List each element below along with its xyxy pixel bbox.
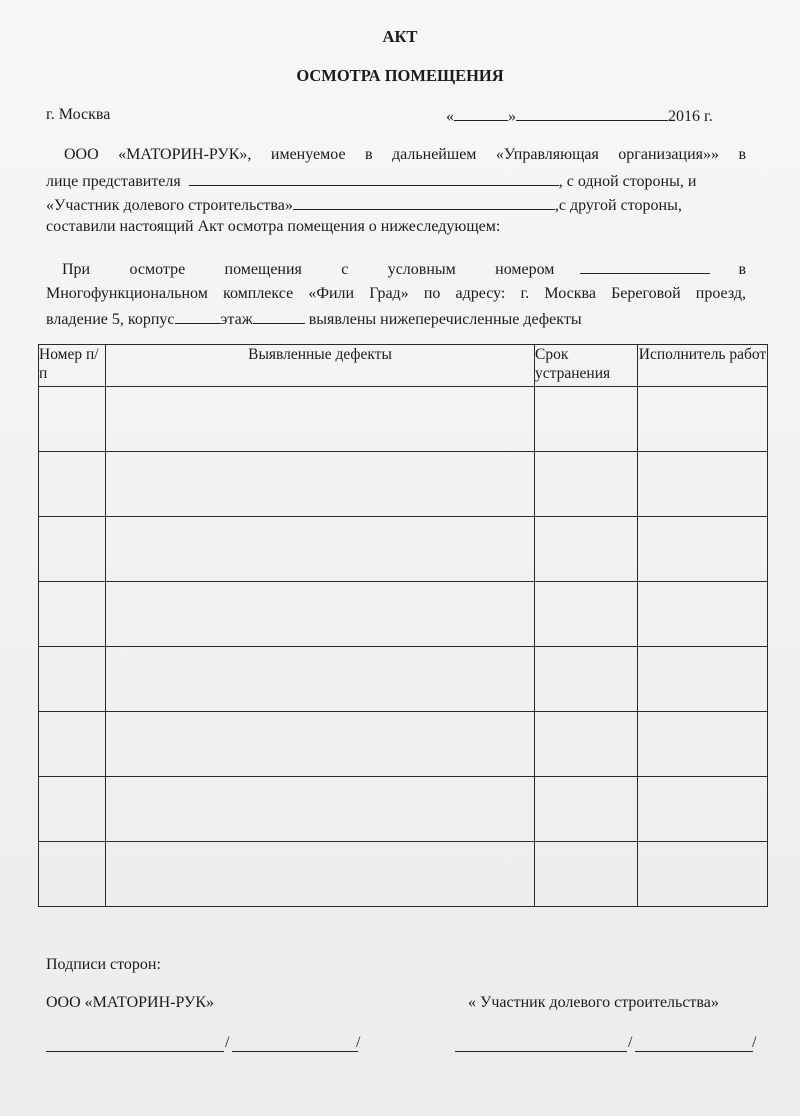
city: г. Москва [46, 106, 111, 123]
cell-deadline[interactable] [535, 452, 638, 517]
representative-suffix: , с одной стороны, и [558, 173, 697, 190]
cell-number[interactable] [39, 387, 106, 452]
cell-number[interactable] [39, 712, 106, 777]
cell-deadline[interactable] [535, 712, 638, 777]
date-year: 2016 г. [668, 108, 713, 125]
cell-deadline[interactable] [535, 647, 638, 712]
representative-label: лице представителя [46, 173, 181, 190]
cell-defect[interactable] [106, 712, 535, 777]
cell-executor[interactable] [638, 647, 768, 712]
cell-deadline[interactable] [535, 842, 638, 907]
participant-suffix: ,с другой стороны, [554, 197, 682, 214]
right-signature-slash-1: / [628, 1034, 633, 1051]
unit-number-blank[interactable] [580, 259, 710, 274]
cell-number[interactable] [39, 647, 106, 712]
defects-table-body [39, 387, 768, 907]
header-number: Номер п/п [39, 345, 106, 387]
cell-executor[interactable] [638, 712, 768, 777]
cell-executor[interactable] [638, 517, 768, 582]
inspection-line-2: Многофункциональном комплексе «Фили Град» по адресу: г. Москва Береговой проезд, [46, 285, 746, 302]
date-open-quote: « [446, 108, 454, 125]
table-row [39, 582, 768, 647]
floor-label: этаж [220, 311, 253, 328]
table-row [39, 517, 768, 582]
right-party-label: « Участник долевого строительства» [468, 994, 719, 1011]
cell-defect[interactable] [106, 387, 535, 452]
table-row [39, 647, 768, 712]
inspection-prefix: При осмотре помещения с условным номером [62, 261, 555, 278]
right-signature-slash-2: / [752, 1034, 757, 1051]
inspection-suffix: в [738, 261, 746, 278]
signatures-heading: Подписи сторон: [46, 956, 161, 973]
left-signature-line[interactable] [46, 1051, 224, 1052]
cell-number[interactable] [39, 777, 106, 842]
cell-executor[interactable] [638, 777, 768, 842]
header-defects: Выявленные дефекты [106, 345, 535, 387]
header-deadline: Срок устранения [535, 345, 638, 387]
defects-intro: выявлены нижеперечисленные дефекты [308, 311, 582, 328]
cell-executor[interactable] [638, 387, 768, 452]
table-row [39, 777, 768, 842]
intro-line-1: ООО «МАТОРИН-РУК», именуемое в дальнейшем «Управляющая организация»» в [64, 146, 746, 163]
table-row [39, 842, 768, 907]
cell-defect[interactable] [106, 517, 535, 582]
cell-executor[interactable] [638, 452, 768, 517]
participant-label: «Участник долевого строительства» [46, 197, 293, 214]
intro-line-2 [46, 171, 696, 191]
representative-blank[interactable] [189, 171, 559, 186]
day-blank[interactable] [454, 106, 508, 121]
cell-number[interactable] [39, 842, 106, 907]
left-name-line[interactable] [232, 1051, 358, 1052]
cell-deadline[interactable] [535, 777, 638, 842]
date-close-quote: » [508, 108, 516, 125]
defects-table [38, 344, 768, 907]
cell-defect[interactable] [106, 777, 535, 842]
floor-blank[interactable] [253, 309, 305, 324]
document-subtitle: ОСМОТРА ПОМЕЩЕНИЯ [296, 66, 504, 85]
month-blank[interactable] [516, 106, 668, 121]
table-row [39, 712, 768, 777]
document-title: АКТ [382, 27, 418, 46]
cell-defect[interactable] [106, 842, 535, 907]
cell-defect[interactable] [106, 452, 535, 517]
intro-line-3 [46, 195, 682, 215]
cell-number[interactable] [39, 452, 106, 517]
table-row [39, 387, 768, 452]
cell-deadline[interactable] [535, 517, 638, 582]
right-signature-line[interactable] [455, 1051, 627, 1052]
cell-deadline[interactable] [535, 387, 638, 452]
cell-defect[interactable] [106, 647, 535, 712]
left-signature-slash-2: / [356, 1034, 361, 1051]
cell-number[interactable] [39, 517, 106, 582]
cell-executor[interactable] [638, 842, 768, 907]
inspection-line-3 [46, 309, 582, 329]
table-header-row [39, 345, 768, 387]
cell-deadline[interactable] [535, 582, 638, 647]
left-signature-slash-1: / [225, 1034, 230, 1051]
cell-number[interactable] [39, 582, 106, 647]
building-blank[interactable] [175, 309, 221, 324]
cell-executor[interactable] [638, 582, 768, 647]
right-name-line[interactable] [635, 1051, 753, 1052]
building-label: владение 5, корпус [46, 311, 175, 328]
participant-blank[interactable] [293, 195, 555, 210]
left-party-label: ООО «МАТОРИН-РУК» [46, 994, 214, 1011]
intro-line-4: составили настоящий Акт осмотра помещения о нижеследующем: [46, 218, 501, 235]
cell-defect[interactable] [106, 582, 535, 647]
date-field [446, 106, 713, 126]
header-executor: Исполнитель работ [638, 345, 768, 387]
inspection-line-1 [46, 259, 746, 279]
table-row [39, 452, 768, 517]
